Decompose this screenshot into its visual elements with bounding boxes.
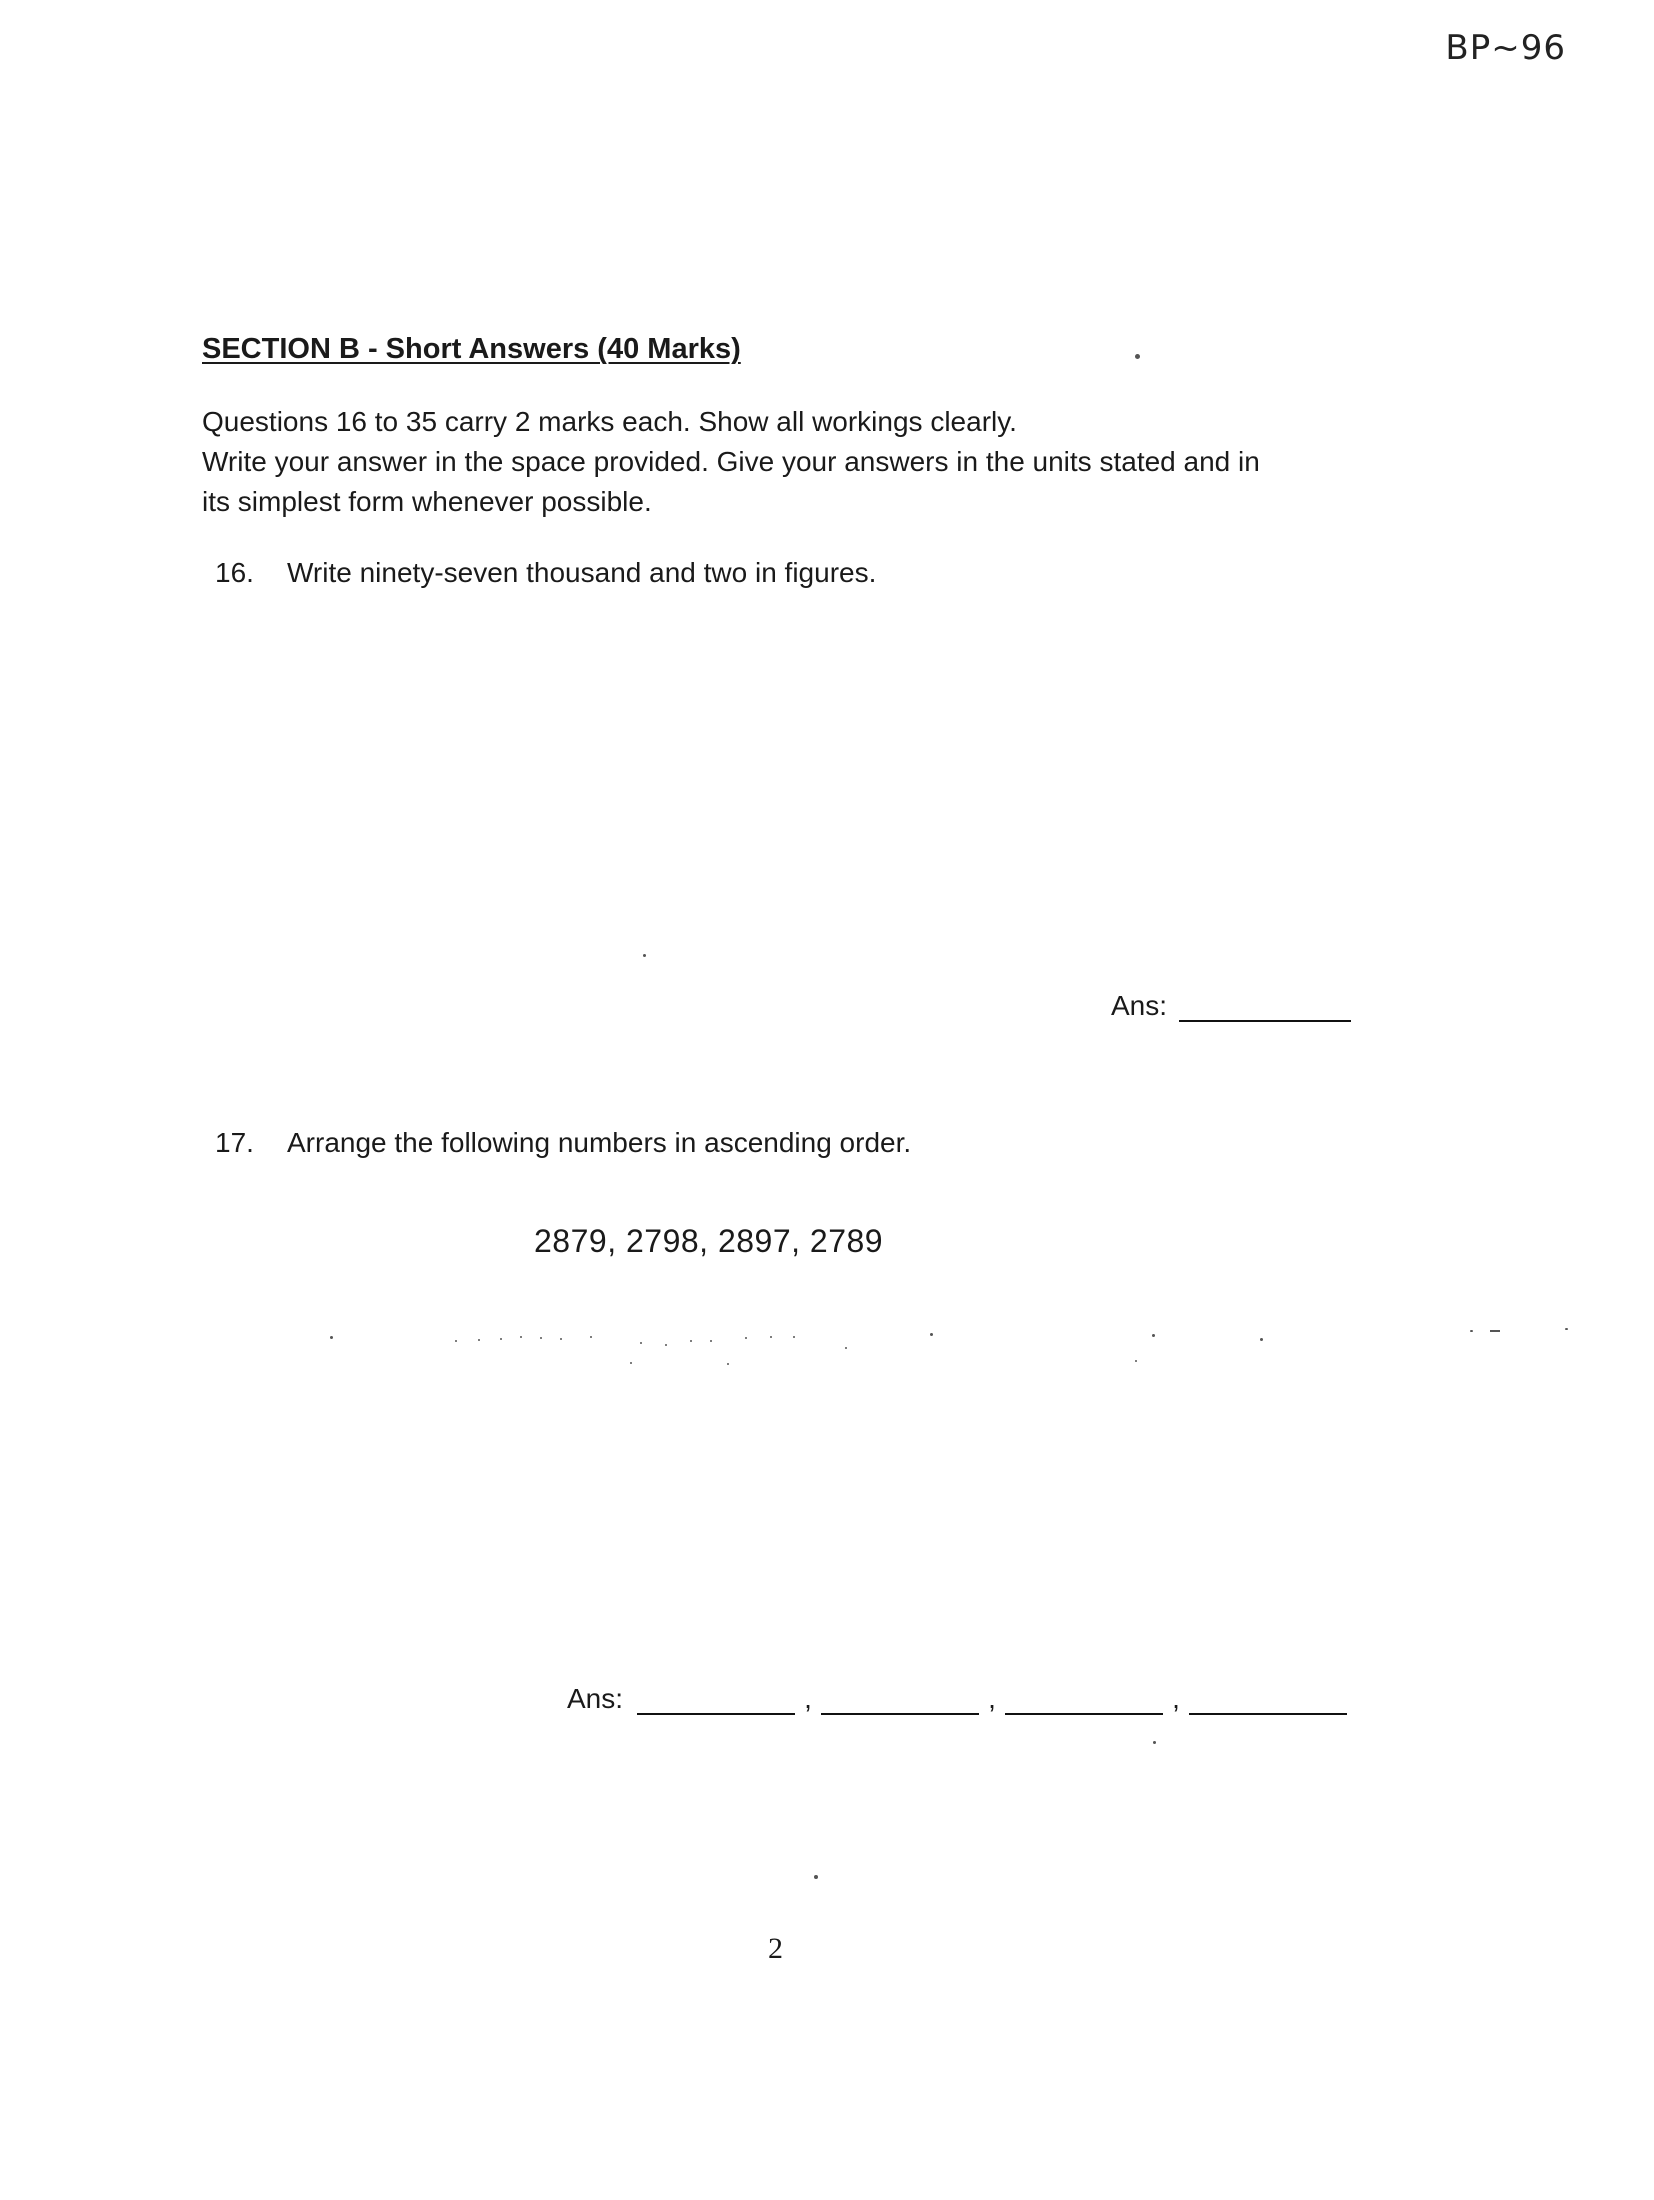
- scan-speck: [455, 1340, 457, 1342]
- scan-speck: [770, 1336, 772, 1338]
- question-text: Write ninety-seven thousand and two in figures.: [287, 557, 877, 588]
- answer-blank[interactable]: [1005, 1687, 1163, 1715]
- scan-speck: [560, 1338, 562, 1340]
- answer-blank[interactable]: [1179, 994, 1351, 1022]
- answer-separator: ,: [988, 1683, 996, 1714]
- answer-label: Ans:: [1111, 990, 1168, 1021]
- scan-speck: [727, 1363, 729, 1365]
- scan-speck: [500, 1338, 502, 1340]
- instruction-line: its simplest form whenever possible.: [202, 486, 652, 517]
- question-17: [215, 1127, 911, 1159]
- scan-speck: [690, 1340, 692, 1342]
- answer-line-17: [567, 1683, 1347, 1715]
- scan-speck: [640, 1342, 642, 1344]
- page-number: 2: [768, 1932, 783, 1965]
- question-text: Arrange the following numbers in ascending order.: [287, 1127, 912, 1158]
- scan-speck: [520, 1336, 522, 1338]
- question-number: 17.: [215, 1127, 254, 1158]
- section-instructions: [202, 402, 1362, 522]
- scan-speck: [630, 1362, 632, 1364]
- scan-speck: [1260, 1338, 1263, 1341]
- scan-speck: [540, 1337, 542, 1339]
- scan-speck: [1153, 1741, 1156, 1744]
- scan-speck: [930, 1333, 933, 1336]
- answer-separator: ,: [1172, 1683, 1180, 1714]
- instruction-line: Questions 16 to 35 carry 2 marks each. Show all workings clearly.: [202, 406, 1017, 437]
- scan-speck: [330, 1336, 333, 1339]
- scan-speck: [1152, 1334, 1155, 1337]
- instruction-line: Write your answer in the space provided. Give your answers in the units stated and in: [202, 446, 1260, 477]
- answer-blank[interactable]: [1189, 1687, 1347, 1715]
- answer-separator: ,: [804, 1683, 812, 1714]
- question-number: 16.: [215, 557, 254, 588]
- scan-speck: [1135, 1360, 1137, 1362]
- scan-speck: [1470, 1330, 1473, 1332]
- scan-speck: [643, 954, 646, 957]
- scan-speck: [745, 1337, 747, 1339]
- numbers-to-arrange: 2879, 2798, 2897, 2789: [534, 1223, 884, 1259]
- scan-speck: [814, 1875, 818, 1879]
- scan-speck: [710, 1340, 712, 1342]
- answer-blank[interactable]: [637, 1687, 795, 1715]
- scan-speck: [793, 1336, 795, 1338]
- scan-speck: [1565, 1328, 1568, 1330]
- scan-speck: [1490, 1330, 1500, 1332]
- question-16: [215, 557, 876, 589]
- answer-blank[interactable]: [821, 1687, 979, 1715]
- scan-speck: [478, 1339, 480, 1341]
- answer-label: Ans:: [567, 1683, 624, 1714]
- scan-speck: [1135, 354, 1140, 359]
- paper-code: BP~96: [1445, 28, 1566, 68]
- scan-speck: [590, 1336, 592, 1338]
- answer-line-16: [1111, 990, 1351, 1022]
- scan-speck: [845, 1347, 847, 1349]
- section-title: SECTION B - Short Answers (40 Marks): [202, 333, 741, 365]
- scan-speck: [665, 1344, 667, 1346]
